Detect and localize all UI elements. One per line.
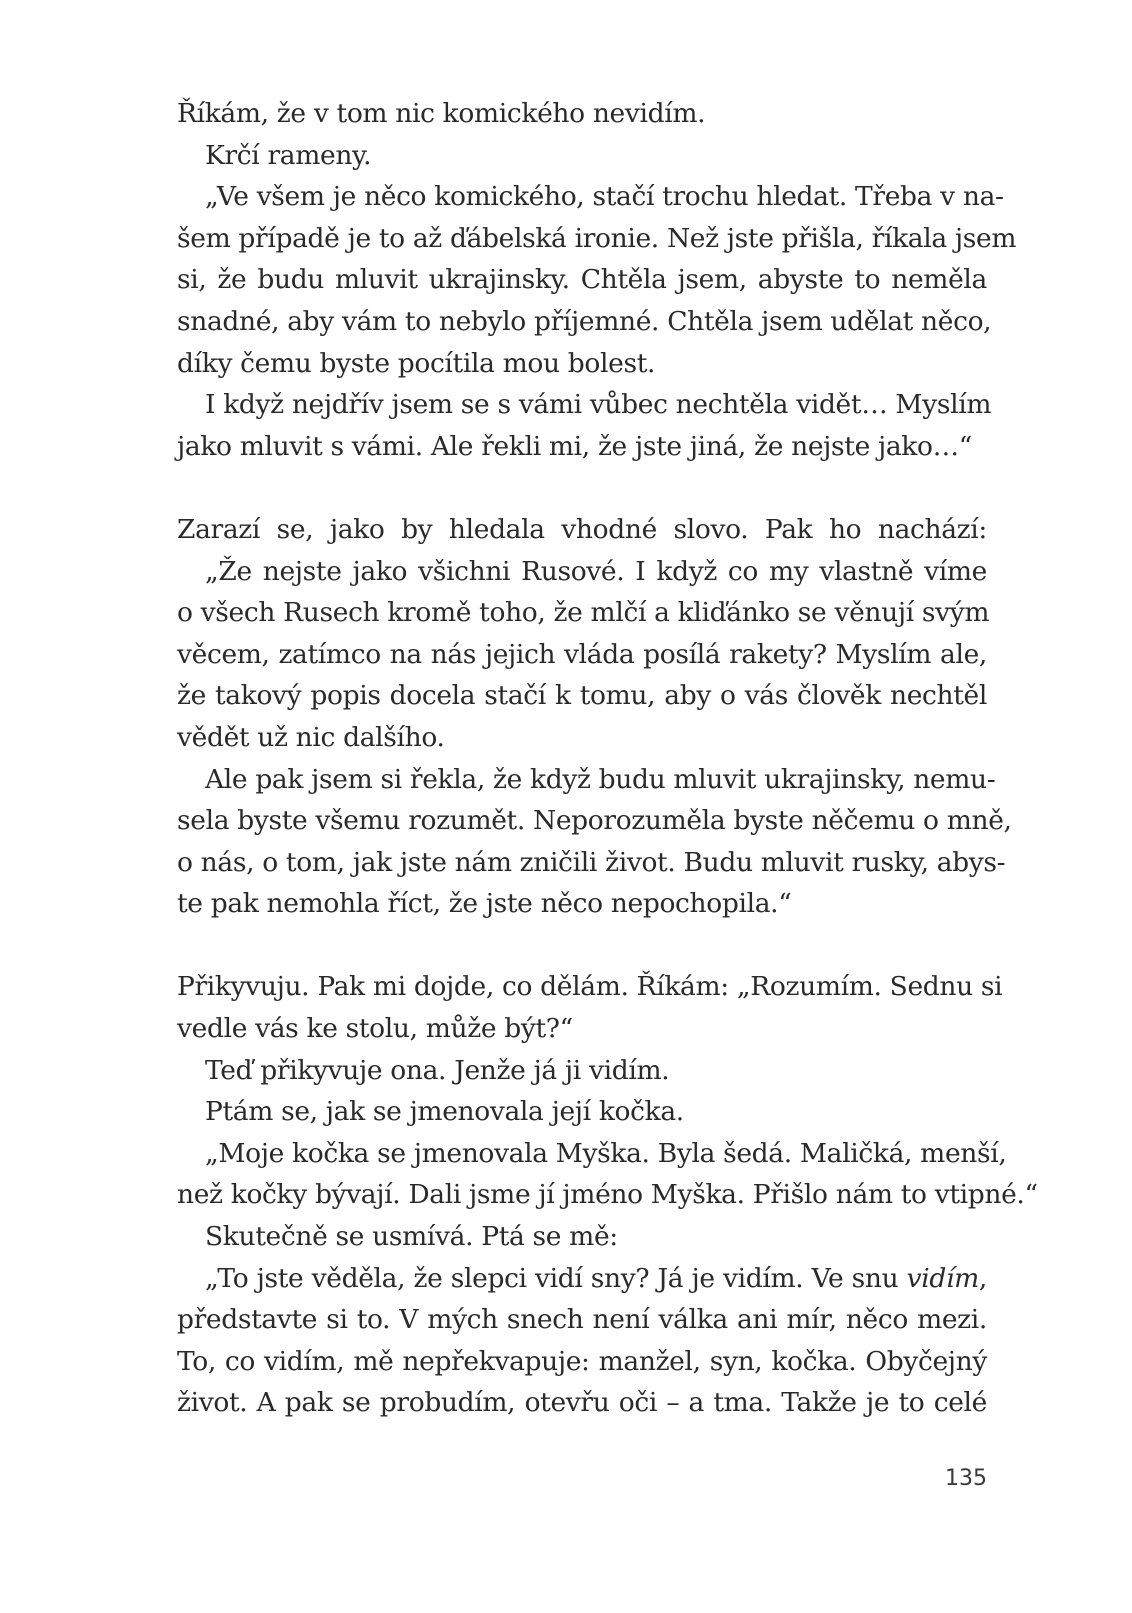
paragraph (177, 1216, 987, 1258)
text-line: Skutečně se usmívá. Ptá se mě: (205, 1221, 618, 1253)
paragraph (177, 176, 1017, 384)
text-line: I když nejdřív jsem se s vámi vůbec nechtěla vidět… Myslím (205, 389, 992, 421)
text-line: věcem, zatímco na nás jejich vláda posílá rakety? Myslím ale, (177, 638, 987, 670)
paragraph (177, 1091, 987, 1133)
paragraph (177, 1133, 1038, 1216)
paragraph (177, 759, 1012, 925)
paragraph (177, 551, 990, 759)
text-line: představte si to. V mých snech není válka ani mír, něco mezi. (177, 1304, 987, 1336)
text-line: že takový popis docela stačí k tomu, aby o vás člověk nechtěl (177, 680, 987, 712)
paragraph (177, 93, 987, 135)
text-line: te pak nemohla říct, že jste něco nepochopila.“ (177, 888, 792, 920)
text-line: život. A pak se probudím, otevřu oči – a tma. Takže je to celé (177, 1387, 987, 1419)
text-line: o všech Rusech kromě toho, že mlčí a kliďánko se věnují svým (177, 597, 990, 629)
text-line: Teď přikyvuje ona. Jenže já ji vidím. (205, 1054, 670, 1086)
text-line: sela byste všemu rozumět. Neporozuměla byste něčemu o mně, (177, 805, 1012, 837)
text-line: si, že budu mluvit ukrajinsky. Chtěla jsem, abyste to neměla (177, 264, 987, 296)
text-line: „Moje kočka se jmenovala Myška. Byla šedá. Maličká, menší, (205, 1137, 1007, 1169)
text-line: Říkám, že v tom nic komického nevidím. (177, 98, 706, 129)
text-line: „Ve všem je něco komického, stačí trochu hledat. Třeba v na- (205, 181, 1004, 213)
body-text (177, 93, 1038, 1424)
paragraph (177, 966, 1003, 1049)
text-line: snadné, aby vám to nebylo příjemné. Chtěla jsem udělat něco, (177, 305, 992, 337)
text-line: jako mluvit s vámi. Ale řekli mi, že jste jiná, že nejste jako…“ (177, 430, 972, 462)
text-line: o nás, o tom, jak jste nám zničili život. Budu mluvit rusky, abys- (177, 846, 1006, 878)
text-line: díky čemu byste pocítila mou bolest. (177, 347, 656, 379)
text-line: vědět už nic dalšího. (177, 721, 445, 753)
paragraph (177, 509, 987, 551)
text-line: Ptám se, jak se jmenovala její kočka. (205, 1096, 684, 1128)
text-line: Ale pak jsem si řekla, že když budu mluvit ukrajinsky, nemu- (205, 763, 996, 795)
text-line: Zarazí se, jako by hledala vhodné slovo. Pak ho nachází: (177, 513, 987, 545)
text-line: „Že nejste jako všichni Rusové. I když co my vlastně víme (205, 555, 987, 587)
paragraph (177, 135, 987, 177)
paragraph-gap (177, 467, 987, 509)
text-line: než kočky bývají. Dali jsme jí jméno Myška. Přišlo nám to vtipné.“ (177, 1179, 1038, 1211)
paragraph (177, 1258, 987, 1424)
paragraph-gap (177, 925, 987, 967)
paragraph (177, 1050, 987, 1092)
text-line: To, co vidím, mě nepřekvapuje: manžel, syn, kočka. Obyčejný (177, 1345, 987, 1377)
text-line: vedle vás ke stolu, může být?“ (177, 1013, 573, 1045)
paragraph (177, 384, 992, 467)
text-line: „To jste věděla, že slepci vidí sny? Já je vidím. Ve snu vidím, (205, 1262, 987, 1294)
emphasis: vidím (906, 1262, 979, 1294)
text-line: šem případě je to až ďábelská ironie. Než jste přišla, říkala jsem (177, 222, 1017, 254)
page-number: 135 (945, 1466, 987, 1491)
text-line: Přikyvuju. Pak mi dojde, co dělám. Říkám: „Rozumím. Sednu si (177, 971, 1003, 1003)
text-line: Krčí rameny. (205, 139, 372, 171)
